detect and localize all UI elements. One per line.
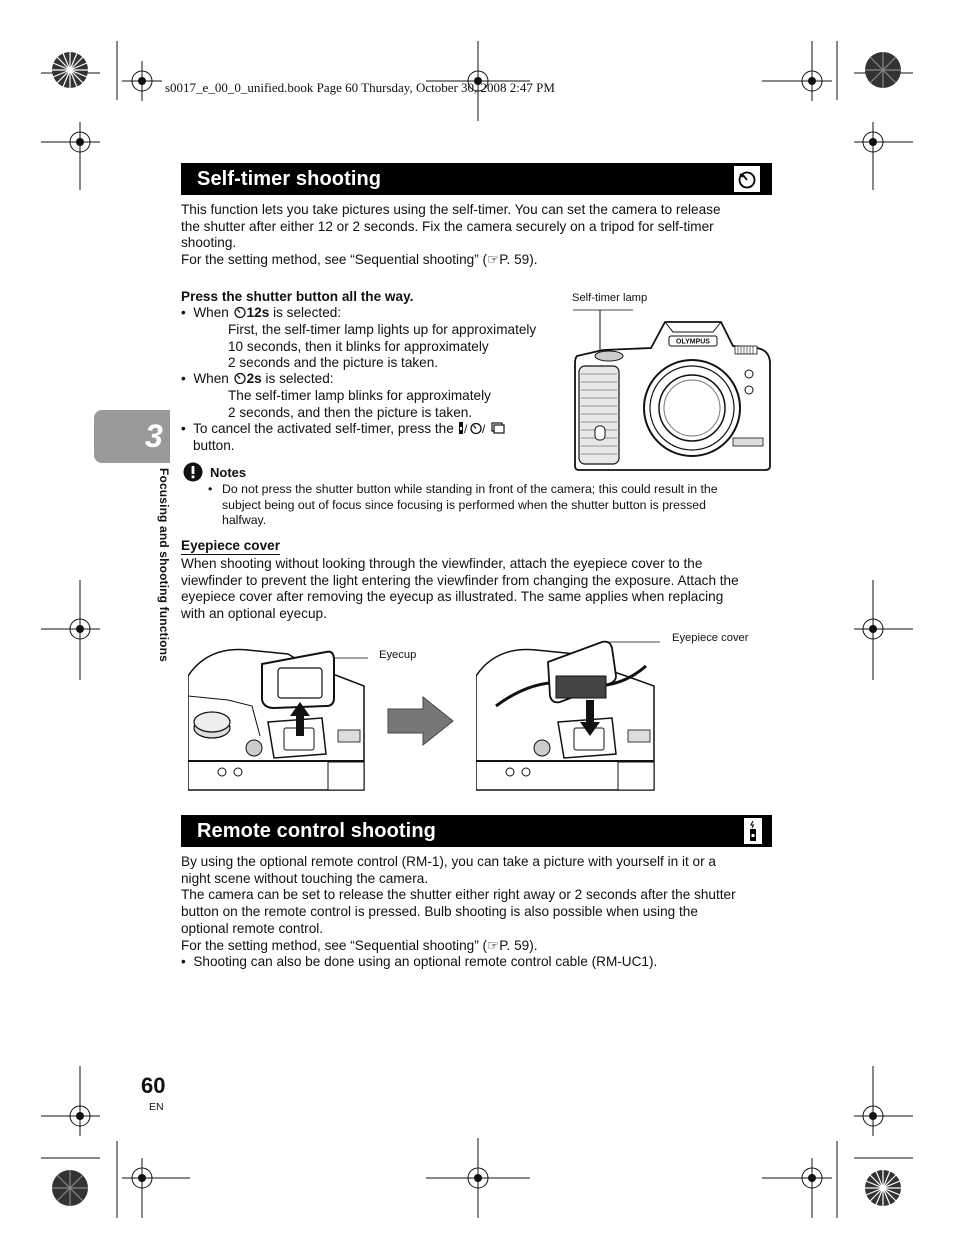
starburst-mark	[52, 52, 88, 88]
bullet-cancel-detail: button.	[193, 438, 235, 453]
remote-paragraph: By using the optional remote control (RM-1), you can take a picture with yourself in it or a night scene without touching the camera. The camera can be set to release the shutter either right away or 2 seconds after the shutter button on the remote control is pressed. Bulb shooting is also possible when using the optional remote control. For the setting method, see “Sequential shooting” (☞P. 59). • Shooting can also be done using an optional remote control cable (RM-UC1).	[181, 854, 736, 970]
camera-front-illustration	[573, 308, 773, 472]
notes-title: Notes	[210, 465, 247, 480]
right-arrow-icon	[387, 696, 455, 746]
bullet-12s: • When 12s is selected:	[181, 305, 342, 320]
target-mark	[122, 1158, 190, 1218]
eyecup-removal-illustration	[188, 636, 368, 792]
svg-text:/: /	[463, 422, 467, 435]
section-title: Self-timer shooting	[197, 168, 382, 190]
warning-icon	[183, 462, 203, 487]
remote-control-icon	[744, 818, 762, 844]
chapter-number: 3	[145, 418, 163, 454]
target-mark	[762, 1158, 832, 1218]
starburst-mark	[865, 52, 901, 88]
target-mark	[41, 122, 100, 190]
bullet-2s-detail: The self-timer lamp blinks for approximately 2 seconds, and then the picture is taken.	[228, 388, 491, 420]
eyepiece-cover-heading: Eyepiece cover	[181, 538, 280, 553]
eyepiece-cover-attach-illustration	[476, 636, 660, 792]
step-instruction: Press the shutter button all the way.	[181, 289, 414, 304]
language-code: EN	[149, 1101, 164, 1113]
target-mark	[854, 1066, 913, 1136]
section-header-remote-control	[181, 815, 772, 847]
bullet-2s: • When 2s is selected:	[181, 371, 334, 386]
page-number: 60	[141, 1073, 166, 1098]
eyecup-caption: Eyecup	[379, 649, 417, 661]
eyepiece-paragraph: When shooting without looking through the viewfinder, attach the eyepiece cover to the viewfinder to prevent the light entering the viewfinder from changing the exposure. Attach the eyepiece cover after removing the eyecup as illustrated. The same applies when replacing with an optional eyecup.	[181, 556, 739, 622]
eyepiece-cover-caption: Eyepiece cover	[672, 632, 749, 644]
target-mark	[41, 1066, 100, 1136]
target-mark	[854, 580, 913, 680]
svg-text:/: /	[481, 422, 485, 435]
notes-bullet: • Do not press the shutter button while standing in front of the camera; this could result in the subject being out of focus since focusing is performed when the shutter button is pressed halfway.	[208, 482, 718, 527]
starburst-mark	[865, 1170, 901, 1206]
self-timer-icon	[233, 371, 247, 385]
intro-paragraph: This function lets you take pictures using the self-timer. You can set the camera to release the shutter after either 12 or 2 seconds. Fix the camera securely on a tripod for self-timer shooting. For the setting method, see “Sequential shooting” (☞P. 59).	[181, 202, 721, 268]
target-mark	[41, 580, 100, 680]
camera-brand: OLYMPUS	[676, 338, 710, 346]
bullet-12s-detail: First, the self-timer lamp lights up for approximately 10 seconds, then it blinks for approximately 2 seconds and the picture is taken.	[228, 322, 537, 371]
starburst-mark	[52, 1170, 88, 1206]
target-mark	[854, 122, 913, 190]
section-header-self-timer	[181, 163, 772, 195]
section-title: Remote control shooting	[197, 820, 436, 842]
self-timer-icon	[734, 166, 760, 192]
bullet-cancel: • To cancel the activated self-timer, press the / /	[181, 421, 510, 438]
drive-mode-icon	[458, 421, 510, 435]
self-timer-icon	[233, 305, 247, 319]
target-mark	[762, 41, 832, 101]
chapter-title-vertical: Focusing and shooting functions	[157, 468, 171, 662]
print-file-info: s0017_e_00_0_unified.book Page 60 Thursday, October 30, 2008 2:47 PM	[165, 80, 555, 95]
self-timer-lamp-caption: Self-timer lamp	[572, 292, 648, 304]
